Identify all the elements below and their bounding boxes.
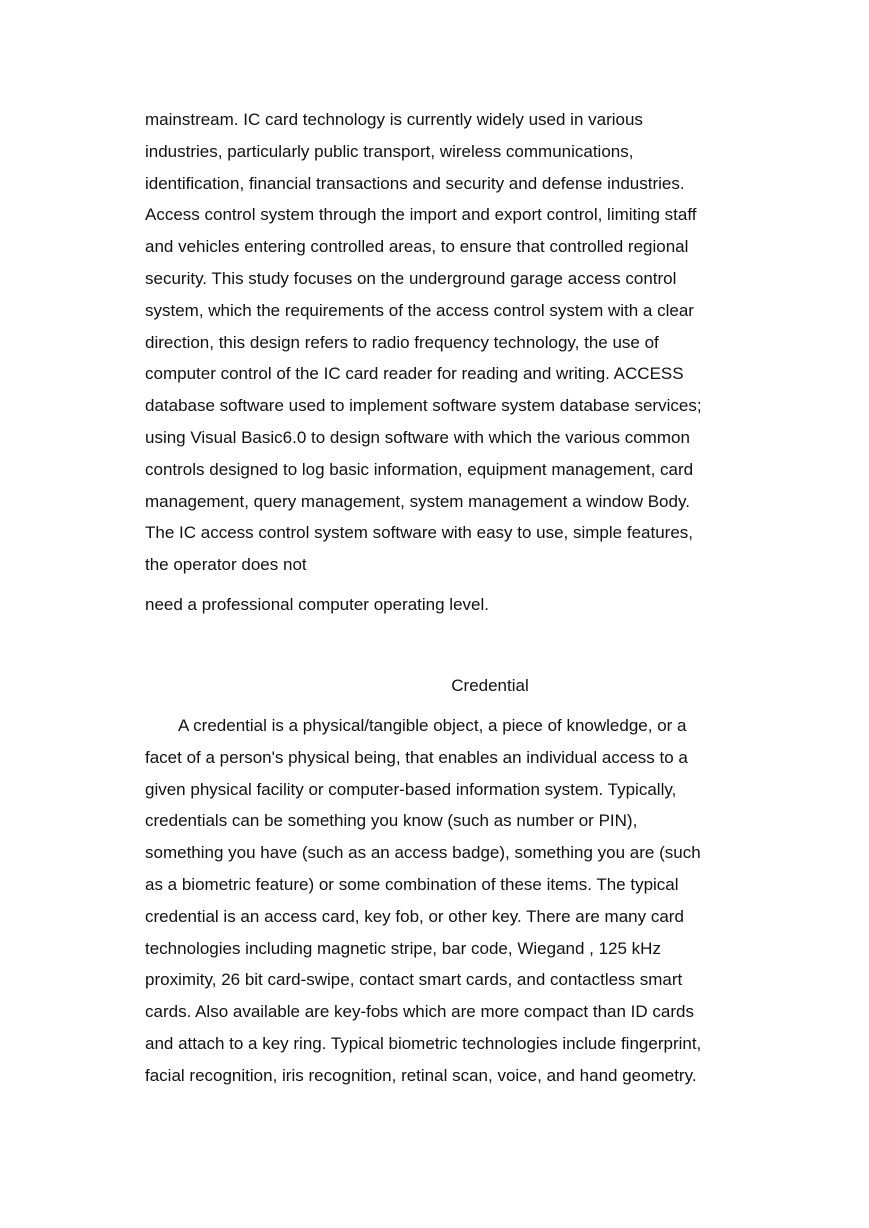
text-line: identification, financial transactions and security and defense industries.	[145, 173, 685, 193]
text-line: industries, particularly public transport, wireless communications,	[145, 141, 634, 161]
text-line: system, which the requirements of the access control system with a clear	[145, 300, 694, 320]
text-line: facet of a person's physical being, that enables an individual access to a	[145, 747, 688, 767]
text-line: and vehicles entering controlled areas, to ensure that controlled regional	[145, 237, 689, 257]
text-line: The IC access control system software with easy to use, simple features,	[145, 523, 693, 543]
text-line: using Visual Basic6.0 to design software with which the various common	[145, 427, 690, 447]
text-line: cards. Also available are key-fobs which are more compact than ID cards	[145, 1002, 694, 1022]
text-line: the operator does not	[145, 555, 307, 575]
paragraph-ic-card-technology	[145, 104, 755, 581]
text-line: credential is an access card, key fob, or other key. There are many card	[145, 906, 684, 926]
text-line: credentials can be something you know (such as number or PIN),	[145, 811, 638, 831]
section-heading-credential: Credential	[451, 676, 529, 695]
text-line: Access control system through the import and export control, limiting staff	[145, 205, 697, 225]
text-line: security. This study focuses on the underground garage access control	[145, 268, 677, 288]
text-line: computer control of the IC card reader for reading and writing. ACCESS	[145, 364, 684, 384]
text-line: proximity, 26 bit card-swipe, contact smart cards, and contactless smart	[145, 970, 683, 990]
text-line: facial recognition, iris recognition, retinal scan, voice, and hand geometry.	[145, 1065, 697, 1085]
text-line: controls designed to log basic information, equipment management, card	[145, 459, 694, 479]
text-line: A credential is a physical/tangible object, a piece of knowledge, or a	[145, 716, 687, 735]
text-line: direction, this design refers to radio frequency technology, the use of	[145, 332, 659, 352]
text-line: management, query management, system management a window Body.	[145, 491, 690, 511]
paragraph-tail	[145, 589, 755, 621]
paragraph-credential	[145, 710, 755, 1092]
text-line: something you have (such as an access badge), something you are (such	[145, 843, 701, 863]
text-line: technologies including magnetic stripe, bar code, Wiegand , 125 kHz	[145, 938, 661, 958]
text-line: need a professional computer operating level.	[145, 595, 489, 614]
text-line: given physical facility or computer-based information system. Typically,	[145, 779, 677, 799]
text-line: database software used to implement software system database services;	[145, 396, 702, 416]
text-line: as a biometric feature) or some combination of these items. The typical	[145, 874, 679, 894]
text-line: mainstream. IC card technology is currently widely used in various	[145, 110, 643, 129]
text-line: and attach to a key ring. Typical biometric technologies include fingerprint,	[145, 1033, 702, 1053]
